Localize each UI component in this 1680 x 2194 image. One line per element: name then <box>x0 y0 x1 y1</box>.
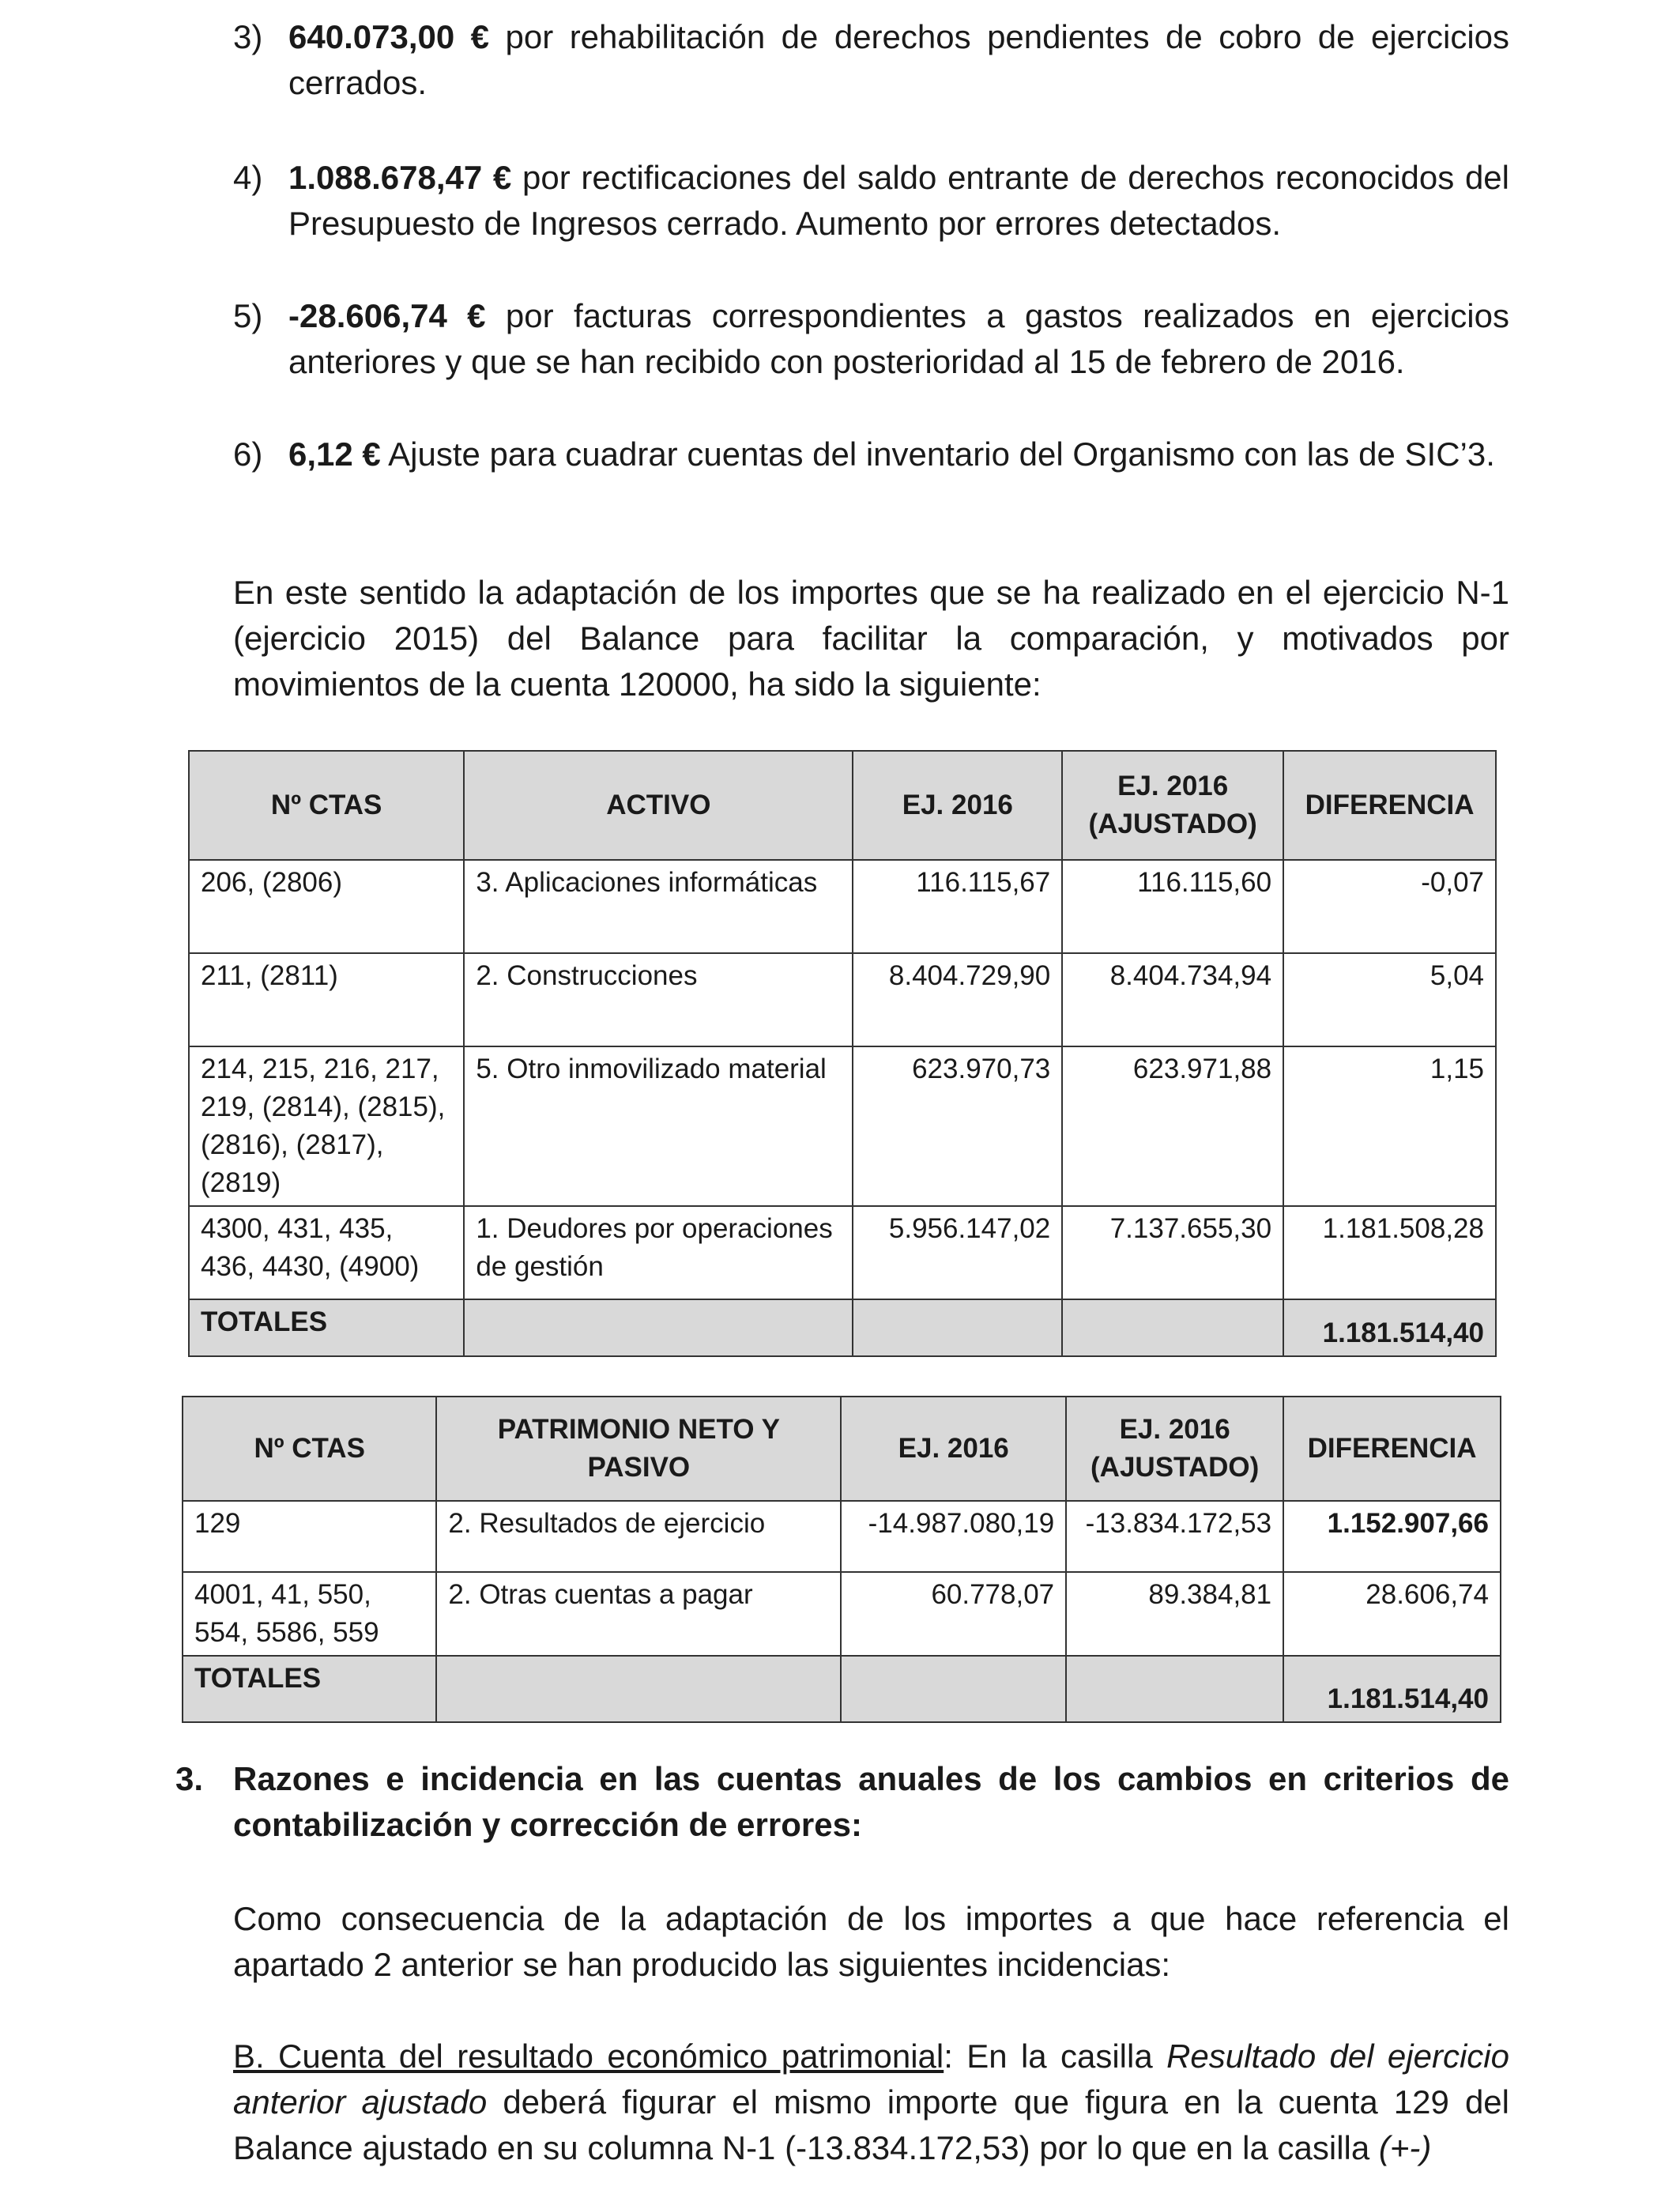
subsection-heading: B. Cuenta del resultado económico patrimonial <box>233 2038 944 2075</box>
empty-cell <box>841 1656 1066 1722</box>
item-text: por rectificaciones del saldo entrante de derechos reconocidos del Presupuesto de Ingresos cerrado. Aumento por errores detectados. <box>288 159 1509 242</box>
table-row <box>183 1572 1501 1656</box>
cell-ej: 60.778,07 <box>841 1572 1066 1656</box>
totals-label: TOTALES <box>183 1656 436 1722</box>
item-text: por facturas correspondientes a gastos realizados en ejercicios anteriores y que se han recibido con posterioridad al 15 de febrero de 2016. <box>288 297 1509 380</box>
table-row <box>189 1046 1496 1206</box>
cell-ctas: 214, 215, 216, 217, 219, (2814), (2815), (2816), (2817), (2819) <box>189 1046 464 1206</box>
item-number: 6) <box>233 435 263 473</box>
cell-ctas: 211, (2811) <box>189 953 464 1046</box>
totals-row <box>189 1299 1496 1356</box>
table-header-row <box>189 751 1496 860</box>
list-item-5 <box>233 293 1509 385</box>
table-row <box>189 1206 1496 1299</box>
cell-diferencia: 1.181.508,28 <box>1283 1206 1496 1299</box>
col-header-ctas: Nº CTAS <box>183 1397 436 1501</box>
cell-ctas: 4300, 431, 435, 436, 4430, (4900) <box>189 1206 464 1299</box>
cell-diferencia: 28.606,74 <box>1283 1572 1501 1656</box>
cell-diferencia: 1,15 <box>1283 1046 1496 1206</box>
italic-term: Resultado del ejercicio anterior ajustado <box>233 2038 1509 2120</box>
pasivo-table <box>182 1396 1501 1723</box>
cell-ctas: 206, (2806) <box>189 860 464 953</box>
cell-concepto: 2. Resultados de ejercicio <box>436 1501 841 1572</box>
section-number: 3. <box>175 1760 204 1797</box>
totals-value: 1.181.514,40 <box>1283 1656 1501 1722</box>
item-number: 5) <box>233 297 263 334</box>
list-item-4 <box>233 155 1509 247</box>
col-header-diferencia: DIFERENCIA <box>1283 1397 1501 1501</box>
col-header-ajustado: EJ. 2016 (AJUSTADO) <box>1066 1397 1283 1501</box>
table-row <box>183 1501 1501 1572</box>
table-row <box>189 860 1496 953</box>
cell-ajustado: 8.404.734,94 <box>1062 953 1283 1046</box>
col-header-ajustado: EJ. 2016 (AJUSTADO) <box>1062 751 1283 860</box>
cell-diferencia: 5,04 <box>1283 953 1496 1046</box>
consecuencia-paragraph: Como consecuencia de la adaptación de los importes a que hace referencia el apartado 2 anterior se han producido las siguientes incidencias: <box>233 1900 1509 1983</box>
cell-ctas: 4001, 41, 550, 554, 5586, 559 <box>183 1572 436 1656</box>
col-header-ej: EJ. 2016 <box>853 751 1062 860</box>
text-segment: deberá figurar el mismo importe que figura en la cuenta 129 del Balance ajustado en su columna N-1 (-13.834.172,53) por lo que en la casilla <box>233 2083 1509 2166</box>
cell-diferencia: -0,07 <box>1283 860 1496 953</box>
totals-label: TOTALES <box>189 1299 464 1356</box>
item-number: 3) <box>233 18 263 55</box>
item-amount: 6,12 € <box>288 435 381 473</box>
col-header-ej: EJ. 2016 <box>841 1397 1066 1501</box>
col-header-ctas: Nº CTAS <box>189 751 464 860</box>
cell-concepto: 3. Aplicaciones informáticas <box>464 860 853 953</box>
text-segment: : En la casilla <box>944 2038 1167 2075</box>
cell-ej: -14.987.080,19 <box>841 1501 1066 1572</box>
cell-ajustado: 7.137.655,30 <box>1062 1206 1283 1299</box>
item-text: por rehabilitación de derechos pendientes de cobro de ejercicios cerrados. <box>288 18 1510 101</box>
item-amount: 1.088.678,47 € <box>288 159 512 196</box>
cuenta-resultado-paragraph <box>233 2034 1509 2171</box>
cell-ctas: 129 <box>183 1501 436 1572</box>
item-number: 4) <box>233 159 263 196</box>
intro-paragraph: En este sentido la adaptación de los importes que se ha realizado en el ejercicio N-1 (ejercicio 2015) del Balance para facilitar la comparación, y motivados por movimientos de la cuenta 120000, ha sido la siguiente: <box>233 574 1509 703</box>
cell-ej: 5.956.147,02 <box>853 1206 1062 1299</box>
cell-ej: 116.115,67 <box>853 860 1062 953</box>
item-amount: 640.073,00 € <box>288 18 490 55</box>
col-header-concepto: PATRIMONIO NETO Y PASIVO <box>436 1397 841 1501</box>
empty-cell <box>1062 1299 1283 1356</box>
section-title: Razones e incidencia en las cuentas anuales de los cambios en criterios de contabilización y corrección de errores: <box>233 1760 1509 1843</box>
cell-diferencia: 1.152.907,66 <box>1283 1501 1501 1572</box>
list-item-6 <box>233 432 1509 477</box>
col-header-concepto: ACTIVO <box>464 751 853 860</box>
cell-ej: 8.404.729,90 <box>853 953 1062 1046</box>
activo-table <box>188 750 1497 1357</box>
cell-concepto: 2. Otras cuentas a pagar <box>436 1572 841 1656</box>
totals-value: 1.181.514,40 <box>1283 1299 1496 1356</box>
cell-ajustado: 89.384,81 <box>1066 1572 1283 1656</box>
cell-ajustado: 116.115,60 <box>1062 860 1283 953</box>
item-text: Ajuste para cuadrar cuentas del inventario del Organismo con las de SIC’3. <box>380 435 1495 473</box>
cell-concepto: 1. Deudores por operaciones de gestión <box>464 1206 853 1299</box>
empty-cell <box>853 1299 1062 1356</box>
list-item-3 <box>233 14 1509 106</box>
cell-concepto: 2. Construcciones <box>464 953 853 1046</box>
section-heading <box>175 1756 1509 1848</box>
cell-concepto: 5. Otro inmovilizado material <box>464 1046 853 1206</box>
italic-term: (+-) <box>1378 2129 1432 2166</box>
table-header-row <box>183 1397 1501 1501</box>
col-header-diferencia: DIFERENCIA <box>1283 751 1496 860</box>
cell-ej: 623.970,73 <box>853 1046 1062 1206</box>
cell-ajustado: 623.971,88 <box>1062 1046 1283 1206</box>
empty-cell <box>464 1299 853 1356</box>
empty-cell <box>436 1656 841 1722</box>
item-amount: -28.606,74 € <box>288 297 486 334</box>
table-row <box>189 953 1496 1046</box>
totals-row <box>183 1656 1501 1722</box>
cell-ajustado: -13.834.172,53 <box>1066 1501 1283 1572</box>
empty-cell <box>1066 1656 1283 1722</box>
